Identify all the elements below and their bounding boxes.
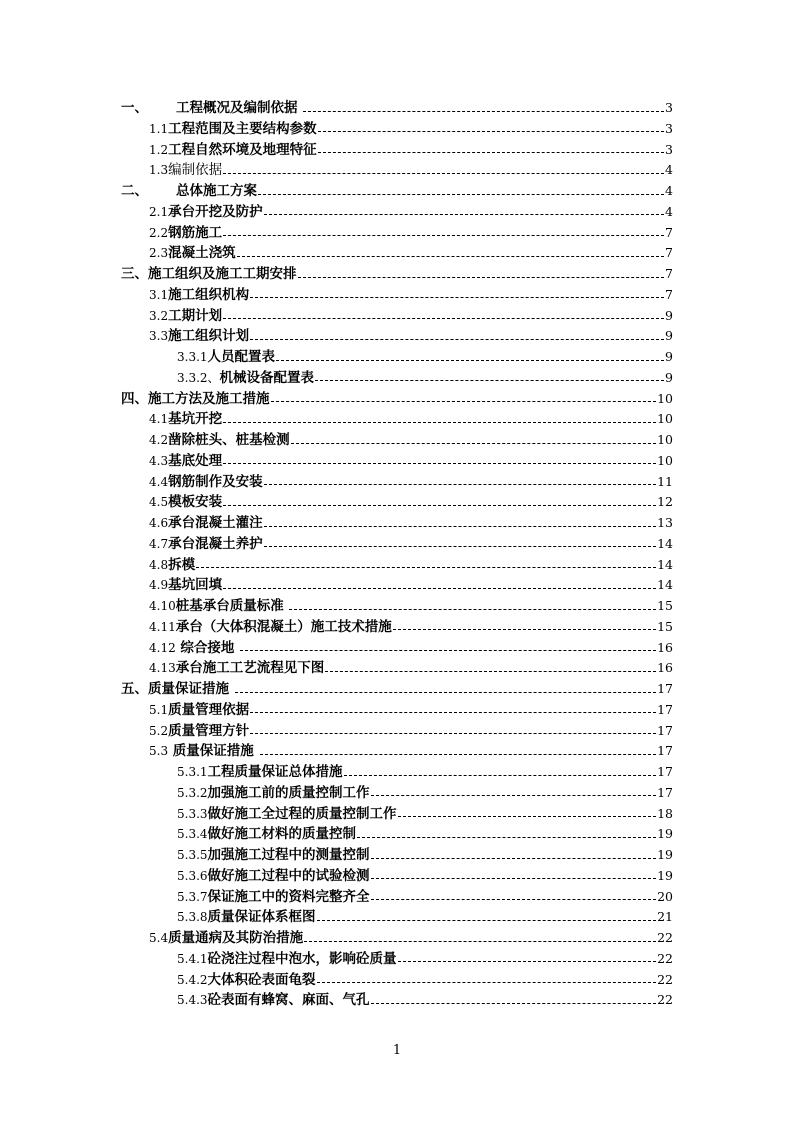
- toc-entry-number: 5.4.2: [177, 972, 208, 987]
- toc-leader-dots: [318, 152, 664, 153]
- toc-entry-title: 施工组织机构: [168, 286, 250, 303]
- toc-entry[interactable]: [121, 98, 673, 118]
- toc-entry-page: 15: [657, 598, 673, 613]
- toc-entry-page: 3: [665, 120, 673, 136]
- toc-entry-page: 3: [665, 141, 673, 157]
- toc-leader-dots: [237, 256, 664, 257]
- toc-entry[interactable]: [149, 430, 673, 450]
- toc-leader-dots: [304, 941, 656, 942]
- toc-leader-dots: [264, 526, 657, 527]
- toc-entry-number: 5.3: [149, 744, 169, 759]
- toc-entry-number: 4.10: [149, 599, 176, 613]
- toc-entry[interactable]: [177, 368, 673, 388]
- toc-entry-title: 综合接地: [175, 639, 240, 656]
- toc-leader-dots: [223, 463, 656, 464]
- toc-entry-title: 质量管理依据: [168, 701, 250, 718]
- toc-entry[interactable]: [177, 907, 673, 927]
- toc-entry-page: 10: [657, 411, 673, 427]
- toc-leader-dots: [240, 650, 656, 651]
- toc-entry-page: 19: [657, 826, 673, 842]
- toc-entry-page: 9: [665, 307, 673, 323]
- toc-entry-title: 机械设备配置表: [219, 369, 315, 386]
- toc-leader-dots: [223, 235, 664, 236]
- toc-entry[interactable]: [149, 700, 673, 720]
- toc-entry[interactable]: [149, 928, 673, 948]
- toc-leader-dots: [317, 920, 657, 921]
- toc-entry[interactable]: [149, 721, 673, 741]
- toc-entry[interactable]: [149, 638, 673, 658]
- toc-entry-number: 4.7: [149, 536, 169, 551]
- toc-entry-title: 总体施工方案: [176, 183, 257, 199]
- toc-entry-title: 工程概况及编制依据: [176, 100, 303, 116]
- toc-leader-dots: [398, 961, 657, 962]
- toc-entry-page: 9: [665, 328, 673, 344]
- toc-entry-number: 4.2: [149, 433, 169, 447]
- toc-entry[interactable]: [177, 824, 673, 844]
- toc-entry-number: 5.1: [149, 702, 169, 717]
- toc-entry-number: 三、: [121, 266, 148, 282]
- toc-entry[interactable]: [177, 990, 673, 1010]
- toc-entry-page: 14: [657, 535, 673, 551]
- toc-leader-dots: [250, 733, 656, 734]
- toc-entry[interactable]: [149, 409, 673, 429]
- toc-entry-title: 质量保证体系框图: [207, 909, 316, 926]
- toc-entry-number: 3.3.2、: [177, 370, 220, 385]
- toc-entry-title: 质量保证措施: [148, 681, 234, 697]
- toc-entry-title: 施工组织及施工工期安排: [148, 266, 297, 282]
- toc-entry[interactable]: [177, 845, 673, 865]
- toc-entry-title: 基底处理: [168, 452, 223, 469]
- toc-entry-page: 14: [657, 577, 673, 593]
- toc-entry[interactable]: [149, 575, 673, 595]
- toc-leader-dots: [264, 546, 657, 547]
- toc-entry-title: 质量管理方针: [168, 722, 250, 739]
- toc-leader-dots: [223, 505, 656, 506]
- toc-entry-number: 5.2: [149, 723, 169, 738]
- toc-entry-title: 模板安装: [168, 494, 223, 511]
- toc-entry-title: 做好施工过程中的试验检测: [207, 867, 370, 884]
- toc-entry-title: 承台施工工艺流程见下图: [175, 660, 325, 677]
- toc-entry-number: 4.6: [149, 516, 169, 530]
- toc-entry[interactable]: [121, 389, 673, 409]
- toc-entry-title: 钢筋施工: [168, 224, 223, 241]
- toc-entry-number: 一、: [121, 100, 148, 116]
- toc-entry-page: 10: [657, 432, 673, 447]
- toc-entry[interactable]: [121, 181, 673, 201]
- toc-leader-dots: [298, 277, 665, 278]
- toc-entry-title: 保证施工中的资料完整齐全: [207, 888, 370, 905]
- toc-leader-dots: [317, 982, 657, 983]
- toc-entry[interactable]: [149, 555, 673, 575]
- toc-leader-dots: [371, 795, 657, 796]
- toc-entry-title: 加强施工前的质量控制工作: [207, 784, 370, 801]
- toc-entry-page: 16: [657, 660, 673, 676]
- toc-entry-number: 5.3.5: [177, 848, 208, 862]
- toc-entry-title: 桩基承台质量标准: [175, 598, 289, 614]
- toc-entry-page: 14: [657, 556, 673, 572]
- toc-entry-title: 承台开挖及防护: [168, 203, 263, 220]
- toc-entry-number: 5.3.4: [177, 827, 208, 842]
- toc-entry-page: 11: [657, 473, 673, 489]
- toc-entry[interactable]: [149, 285, 673, 305]
- toc-entry-title: 施工组织计划: [168, 328, 250, 345]
- toc-entry-page: 20: [657, 888, 673, 904]
- toc-entry-number: 3.3.1: [177, 350, 208, 364]
- toc-entry-number: 5.4.1: [177, 951, 208, 966]
- toc-leader-dots: [276, 360, 664, 361]
- toc-leader-dots: [223, 173, 664, 174]
- toc-entry-number: 5.3.2: [177, 785, 208, 800]
- toc-entry[interactable]: [149, 160, 673, 180]
- toc-entry-title: 基坑开挖: [168, 411, 223, 428]
- toc-leader-dots: [264, 214, 664, 215]
- toc-entry-page: 13: [657, 515, 673, 530]
- toc-entry-number: 四、: [121, 390, 148, 407]
- toc-entry-number: 2.3: [149, 246, 169, 261]
- toc-entry-page: 19: [657, 867, 673, 883]
- toc-entry-title: 编制依据: [168, 162, 223, 179]
- toc-entry-number: 4.11: [149, 619, 176, 634]
- toc-entry-page: 4: [665, 162, 673, 178]
- toc-entry-number: 4.4: [149, 474, 169, 489]
- toc-entry-title: 基坑回填: [168, 577, 223, 594]
- toc-entry-page: 10: [657, 452, 673, 468]
- toc-entry[interactable]: [177, 970, 673, 990]
- toc-entry-number: 3.2: [149, 308, 169, 323]
- toc-entry-number: 5.3.6: [177, 868, 208, 883]
- toc-entry-page: 17: [657, 681, 673, 696]
- toc-entry-page: 22: [657, 950, 673, 966]
- toc-entry-number: 3.3: [149, 329, 169, 344]
- toc-leader-dots: [250, 339, 664, 340]
- toc-entry-page: 17: [657, 784, 673, 800]
- toc-entry-number: 二、: [121, 183, 148, 199]
- toc-leader-dots: [260, 754, 657, 755]
- toc-leader-dots: [196, 567, 656, 568]
- toc-entry-number: 4.8: [149, 557, 169, 572]
- toc-entry[interactable]: [177, 347, 673, 367]
- toc-leader-dots: [235, 692, 656, 693]
- toc-entry-page: 7: [665, 266, 673, 281]
- toc-entry-title: 质量通病及其防治措施: [168, 930, 304, 946]
- toc-entry-page: 12: [657, 494, 673, 510]
- toc-entry-number: 4.1: [149, 412, 169, 427]
- toc-entry-number: 4.9: [149, 578, 169, 593]
- toc-entry-page: 15: [657, 618, 673, 634]
- toc-leader-dots: [291, 443, 657, 444]
- toc-entry-page: 10: [657, 390, 673, 406]
- toc-entry-number: 5.3.3: [177, 806, 208, 821]
- toc-entry[interactable]: [177, 783, 673, 803]
- toc-entry-number: 5.3.1: [177, 765, 208, 779]
- toc-entry-title: 承台混凝土灌注: [168, 515, 263, 531]
- toc-entry-page: 4: [665, 203, 673, 219]
- toc-entry-page: 9: [665, 349, 673, 364]
- toc-leader-dots: [371, 858, 657, 859]
- toc-entry[interactable]: [149, 596, 673, 616]
- toc-leader-dots: [223, 422, 656, 423]
- toc-leader-dots: [344, 775, 657, 776]
- toc-entry-number: 5.4: [149, 931, 169, 945]
- toc-entry-number: 3.1: [149, 287, 169, 302]
- page-number: 1: [392, 1043, 402, 1058]
- toc-entry[interactable]: [177, 887, 673, 907]
- toc-entry[interactable]: [149, 451, 673, 471]
- toc-entry[interactable]: [149, 472, 673, 492]
- toc-entry[interactable]: [149, 243, 673, 263]
- toc-entry-page: 3: [665, 100, 673, 115]
- toc-entry[interactable]: [149, 119, 673, 139]
- toc-entry-page: 7: [665, 245, 673, 261]
- toc-entry-page: 4: [665, 183, 673, 198]
- toc-entry[interactable]: [121, 679, 673, 699]
- toc-entry-number: 1.3: [149, 163, 169, 178]
- toc-entry-page: 22: [657, 930, 673, 945]
- toc-entry-title: 砼浇注过程中泡水，影响砼质量: [207, 950, 397, 967]
- toc-entry[interactable]: [149, 534, 673, 554]
- toc-entry-page: 17: [657, 701, 673, 717]
- toc-leader-dots: [303, 111, 664, 112]
- toc-leader-dots: [371, 1003, 657, 1004]
- toc-entry[interactable]: [121, 264, 673, 284]
- toc-leader-dots: [325, 671, 656, 672]
- toc-leader-dots: [398, 816, 657, 817]
- toc-entry[interactable]: [149, 306, 673, 326]
- toc-entry[interactable]: [149, 658, 673, 678]
- toc-entry-number: 4.3: [149, 453, 169, 468]
- toc-entry-title: 凿除桩头、桩基检测: [168, 432, 290, 448]
- toc-entry-title: 做好施工材料的质量控制: [207, 826, 357, 843]
- toc-entry-number: 4.5: [149, 495, 169, 510]
- toc-entry[interactable]: [149, 513, 673, 533]
- toc-entry-title: 工程自然环境及地理特征: [168, 141, 317, 158]
- toc-leader-dots: [258, 194, 664, 195]
- toc-entry[interactable]: [149, 492, 673, 512]
- toc-entry-page: 19: [657, 847, 673, 862]
- toc-entry-page: 7: [665, 286, 673, 302]
- toc-entry-page: 16: [657, 639, 673, 655]
- toc-entry-number: 5.3.7: [177, 889, 208, 904]
- toc-entry-page: 7: [665, 224, 673, 240]
- toc-entry-title: 承台（大体积混凝土）施工技术措施: [175, 618, 392, 635]
- toc-leader-dots: [371, 899, 657, 900]
- toc-entry[interactable]: [177, 866, 673, 886]
- toc-entry-number: 1.2: [149, 142, 169, 157]
- toc-leader-dots: [289, 609, 656, 610]
- toc-entry[interactable]: [149, 617, 673, 637]
- toc-leader-dots: [250, 712, 656, 713]
- toc-entry[interactable]: [177, 949, 673, 969]
- toc-entry-page: 18: [657, 805, 673, 821]
- toc-entry-page: 22: [657, 971, 673, 987]
- toc-leader-dots: [318, 131, 664, 132]
- toc-entry-number: 2.2: [149, 225, 169, 240]
- toc-entry-number: 4.12: [149, 640, 176, 655]
- toc-entry-title: 工程范围及主要结构参数: [168, 120, 317, 137]
- toc-entry-page: 9: [665, 369, 673, 385]
- toc-entry-title: 拆模: [168, 556, 196, 573]
- toc-entry-title: 砼表面有蜂窝、麻面、气孔: [207, 992, 370, 1009]
- toc-entry-page: 17: [657, 764, 673, 779]
- toc-entry-number: 五、: [121, 681, 148, 697]
- toc-entry-title: 施工方法及施工措施: [148, 390, 270, 407]
- toc-entry-number: 2.1: [149, 204, 169, 219]
- toc-leader-dots: [223, 318, 664, 319]
- toc-leader-dots: [264, 484, 657, 485]
- toc-leader-dots: [357, 837, 656, 838]
- toc-leader-dots: [315, 380, 664, 381]
- toc-entry[interactable]: [149, 223, 673, 243]
- toc-entry-number: 5.4.3: [177, 993, 208, 1008]
- toc-entry-title: 做好施工全过程的质量控制工作: [207, 805, 397, 822]
- toc-entry-page: 17: [657, 722, 673, 738]
- toc-entry[interactable]: [149, 326, 673, 346]
- toc-leader-dots: [271, 401, 657, 402]
- toc-entry-title: 大体积砼表面龟裂: [207, 971, 316, 988]
- toc-leader-dots: [371, 878, 657, 879]
- toc-entry-page: 22: [657, 992, 673, 1008]
- toc-entry-title: 工期计划: [168, 307, 223, 324]
- toc-entry-title: 人员配置表: [207, 349, 276, 365]
- toc-entry[interactable]: [177, 804, 673, 824]
- toc-entry-number: 5.3.8: [177, 910, 208, 925]
- toc-entry-title: 钢筋制作及安装: [168, 473, 263, 490]
- toc-entry[interactable]: [149, 140, 673, 160]
- toc-entry-title: 承台混凝土养护: [168, 535, 263, 552]
- toc-entry[interactable]: [149, 741, 673, 761]
- toc-entry-title: 工程质量保证总体措施: [207, 764, 343, 780]
- toc-entry-page: 17: [657, 743, 673, 759]
- toc-entry[interactable]: [149, 202, 673, 222]
- toc-entry-number: 4.13: [149, 661, 176, 676]
- toc-entry-page: 21: [657, 909, 673, 925]
- toc-entry[interactable]: [177, 762, 673, 782]
- toc-entry-title: 加强施工过程中的测量控制: [207, 847, 370, 863]
- toc-entry-title: 混凝土浇筑: [168, 245, 236, 262]
- toc-leader-dots: [250, 297, 664, 298]
- toc-leader-dots: [393, 629, 656, 630]
- toc-leader-dots: [223, 588, 656, 589]
- toc-entry-title: 质量保证措施: [168, 743, 259, 760]
- toc-entry-number: 1.1: [149, 121, 169, 136]
